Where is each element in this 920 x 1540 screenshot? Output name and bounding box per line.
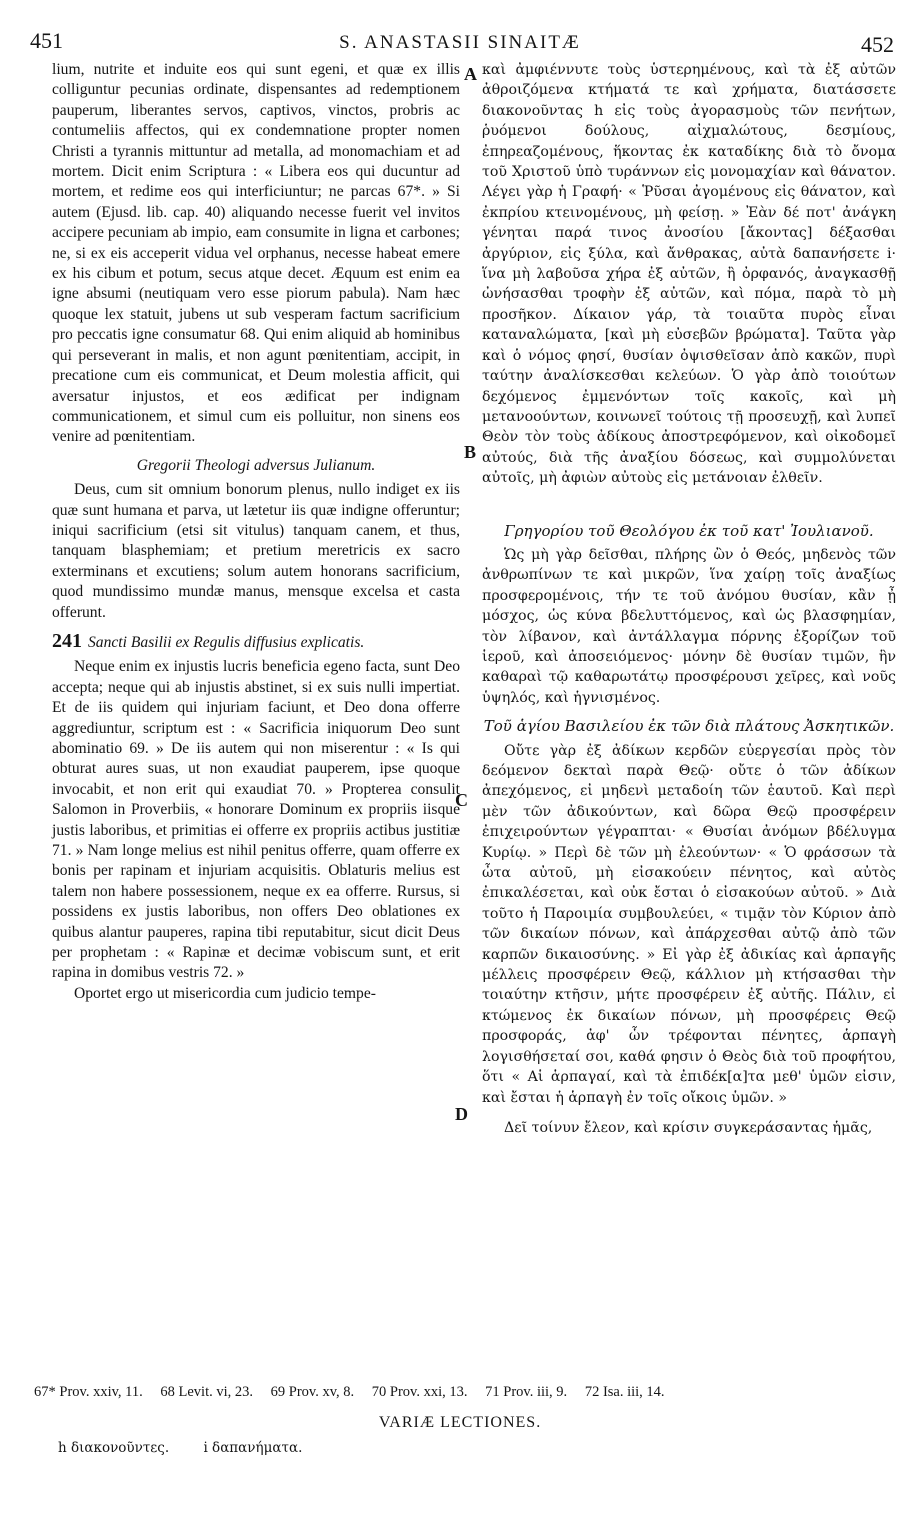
footnote: 72 Isa. iii, 14. xyxy=(584,1384,665,1400)
footnote: 71 Prov. iii, 9. xyxy=(485,1384,568,1400)
page-number-left: 451 xyxy=(30,28,63,53)
greek-paragraph: Δεῖ τοίνυν ἔλεον, καὶ κρίσιν συγκεράσαντας ἡμᾶς, xyxy=(504,1119,873,1136)
variae-lectiones xyxy=(58,1440,332,1456)
greek-paragraph: Οὔτε γὰρ ἐξ ἀδίκων κερδῶν εὐεργεσίαι πρὸς τὸν δεόμενον δεκταὶ παρὰ Θεῷ· οὔτε ὁ τῶν ἀδίκων ἀπεχόμενος, εἰ μηδενὶ μεταδοίη τῶν ἑαυτοῦ. Καὶ περὶ μὲν τῶν ἀδικούντων, καὶ δῶρα Θεῷ προσφέρειν ἐπιχειρούντων γέγραπται· « Θυσίαι ἀνόμων βδέλυγμα Κυρίῳ. » Περὶ δὲ τῶν μὴ ἐλεούντων· « Ὁ φράσσων τὰ ὦτα αὐτοῦ, μὴ εἰσακούειν πένητος, καὶ αὐτὸς ἐπικαλέσεται, καὶ οὐκ ἔσται ὁ εἰσακούων αὐτοῦ. » Διὰ τοῦτο ἡ Παροιμία συμβουλεύει, « τιμᾷν τὸν Κύριον ἀπὸ τῶν δικαίων πόνων, καὶ ἀπάρχεσθαι αὐτῷ ἀπὸ τῶν καρπῶν δικαιοσύνης. » Εἰ γὰρ ἐξ ἀδικίας καὶ ἁρπαγῆς μέλλεις προσφέρειν Θεῷ, κάλλιον μὴ κτήσασθαι τὴν τοιαύτην κτῆσιν, μήτε προσφέρειν ἐξ αὐτῆς. Πάλιν, εἰ κτώμενος ἐκ δικαίων πόνων, μὴ προσφέρεις Θεῷ προσφοράς, ἀφ' ὧν τρέφονται πένητες, ἁρπαγὴ λογισθήσεταί σοι, καθά φησιν ὁ Θεὸς διὰ τοῦ προφήτου, ὅτι « Αἱ ἁρπαγαί, καὶ τὰ ἐπιδέκ[α]τα μεθ' ὑμῶν εἰσιν, καὶ ἔσται ἡ ἁρπαγὴ ἐν τοῖς οἴκοις ὑμῶν. » xyxy=(482,742,896,1106)
variae-lectiones-title: VARIÆ LECTIONES. xyxy=(378,1414,542,1431)
greek-paragraph: καὶ ἀμφιέννυτε τοὺς ὑστερημένους, καὶ τὰ ἐξ αὐτῶν ἀθροιζόμενα κτήματά τε καὶ χρήματα, διατάσσετε διακονοῦντας h εἰς τοὺς ἀγορασμοὺς τῶν πενήτων, ῥυόμενοι δούλους, αἰχμαλώτους, δεσμίους, ἐπηρεαζομένους, ἥκοντας ἐκ καταδίκης διὰ τὸ ὄνομα τοῦ Χριστοῦ ὑπὸ τυράννων εἰς μονομαχίαν καὶ θάνατον. Λέγει γὰρ ἡ Γραφή· « Ῥῦσαι ἀγομένους εἰς θάνατον, καὶ ἐκπρίου κτεινομένους, μὴ φείσῃ. » Ἐὰν δέ ποτ' ἀνάγκη γένηται παρά τινος ἀνοσίου [ἄκοντας] δέξασθαι ἀργύριον, εἰς ξύλα, καὶ ἄνθρακας, αὐτὰ δαπανήσετε i· ἵνα μὴ λαβοῦσα χήρα ἐξ αὐτῶν, ἢ ὀρφανός, ἀναγκασθῇ ὠνήσασθαι τροφὴν ἐξ αὐτῶν, καὶ πόμα, παρὰ τὸ μὴ προσῆκον. Δίκαιον γάρ, τὰ τοιαῦτα πυρὸς εἶναι καταναλώματα, [καὶ μὴ εὐσεβῶν βρώματα]. Ταῦτα γὰρ καὶ ὁ νόμος φησί, θυσίαν ὀψισθεῖσαν ἀπὸ κακῶν, πυρὶ ταύτην ἀναλίσκεσθαι κελεύων. Ὁ γὰρ ἀπὸ τοιούτων δεχόμενος ἐμμενόντων τοῖς κακοῖς, καὶ μὴ μετανοούντων, κοινωνεῖ τούτοις τῇ προσευχῇ, καὶ λυπεῖ Θεὸν τὸν τοὺς ἀδίκους ἀποστρεφόμενον, καὶ οἰκοδομεῖ αὐτούς, διὰ τῆς ἀναξίου δόσεως, καὶ συμμολύνεται αὐτοῖς, μὴ ἀφιὼν αὐτοὺς εἰς μετάνοιαν ἐλθεῖν. xyxy=(482,62,896,487)
latin-paragraph: Deus, cum sit omnium bonorum plenus, nullo indiget ex iis quæ sunt humana et parva, ut lætetur iis quæ indigne offeruntur; iniqui sacrificium (etsi sit vitulus) tanquam canem, et thus, tanquam blasphemiam; et pretium meretricis ex sacro exterminans et excutiens; solum autem honorans sacrificium, quod mundissimo mundæ manus, mensque excelsa et casta offerunt. xyxy=(52,481,460,621)
section-heading-text: Sancti Basilii ex Regulis diffusius explicatis. xyxy=(88,633,365,651)
section-number: 241 xyxy=(52,629,82,652)
latin-section-heading xyxy=(52,631,460,653)
latin-paragraph: Oportet ergo ut misericordia cum judicio tempe- xyxy=(74,984,376,1002)
footnote: 70 Prov. xxi, 13. xyxy=(371,1384,468,1400)
running-title: S. ANASTASII SINAITÆ xyxy=(339,32,581,53)
section-marker-b: B xyxy=(464,442,477,462)
footnote: 68 Levit. vi, 23. xyxy=(160,1384,254,1400)
variant-reading: i δαπανήματα. xyxy=(203,1440,303,1456)
latin-paragraph: lium, nutrite et induite eos qui sunt egeni, et quæ ex illis colliguntur pecunias ordinate, dispensantes ad redemptionem pauperum, liberantes servos, captivos, vinctos, probris ac contumeliis affectos, qui ex condemnatione propter nomen Christi a tyrannis mittuntur ad metalla, ad monomachiam et ad mortem. Dicit enim Scriptura : « Libera eos qui ducuntur ad mortem, et redime eos qui interficiuntur; ne parcas 67*. » Si autem (Ejusd. lib. cap. 40) aliquando necesse fuerit vel invitos accipere pecuniam ab impio, eam consumite in ligna et carbones; ne, si ex eis acceperit vidua vel orphanus, necesse habeat emere ex his cibum et potum, secus atque decet. Æquum est enim ea igne absumi (neutiquam vero esse piorum pabula). Nam hæc quoque lex statuit, jubens ut sub vesperam factum sacrificium pro peccatis igne consumatur 68. Qui enim aliquid ab hominibus qui perseverant in malis, et non agunt pœnitentiam, accipit, in precatione cum eis communicat, et Deum molestia afficit, qui aversatur injustos, et eos ædificat per indignam communicationem, et simul cum eis polluitur, non sinens eos venire ad pœnitentiam. xyxy=(52,61,460,446)
section-marker-c: C xyxy=(455,790,468,810)
latin-paragraph: Neque enim ex injustis lucris beneficia egeno facta, sunt Deo accepta; neque qui ab injustis abstinet, si ex suis nulli impertiat. Et de iis quidem qui injuriam faciunt, et Deo dona offerre aggrediuntur, scriptum est : « Sacrificia iniquorum Deo sunt abominatio 69. » De iis autem qui non miserentur : « Is qui obturat aures suas, ut non exaudiat pauperem, ipse quoque invocabit, et non erit qui exaudiat 70. » Propterea consulit Salomon in Proverbiis, « honorare Dominum ex propriis iisque justis laboribus, et primitias ei offerre ex propriis actibus justitiæ 71. » Nam longe melius est nihil penitus offerre, quam offerre ex bonis per rapinam et injuriam acquisitis. Oblaturis melius est talem non habere possessionem, neque ex ea offerre. Rursus, si possidens ex justis laboribus, non offers Deo oblationes ex quibus alantur pauperes, rapina tibi reputabitur, sicut dicit Deus per prophetam : « Rapinæ et decimæ vobiscum sunt, et erit rapina in domibus vestris 72. » xyxy=(52,658,460,982)
footnotes xyxy=(34,1384,894,1401)
section-marker-d: D xyxy=(455,1104,468,1124)
latin-section-heading: Gregorii Theologi adversus Julianum. xyxy=(136,456,376,474)
variant-reading: h διακονοῦντες. xyxy=(58,1440,170,1456)
greek-column xyxy=(482,60,896,1138)
greek-section-heading: Γρηγορίου τοῦ Θεολόγου ἐκ τοῦ κατ' Ἰουλιανοῦ. xyxy=(504,521,874,540)
section-marker-a: A xyxy=(464,64,477,84)
footnote: 69 Prov. xv, 8. xyxy=(270,1384,355,1400)
greek-section-heading: Τοῦ ἁγίου Βασιλείου ἐκ τῶν διὰ πλάτους Ἀσκητικῶν. xyxy=(483,717,895,736)
greek-paragraph: Ὡς μὴ γὰρ δεῖσθαι, πλήρης ὢν ὁ Θεός, μηδενὸς τῶν ἀνθρωπίνων τε καὶ μικρῶν, ἵνα χαίρῃ τοῖς ἀναξίως προσφερομένοις, τήν τε τοῦ ἀνόμου θυσίαν, κἂν ᾖ μόσχος, ὡς κύνα βδελυττόμενος, καὶ ὡς βλασφημίαν, τὸν λίβανον, καὶ ἀντάλλαγμα πόρνης ἐξορίζων τοῦ ἱεροῦ, καὶ ἀποσειόμενος· μόνην δὲ θυσίαν τιμῶν, ἣν καθαραὶ τῷ καθαρωτάτῳ προσφέρουσι χεῖρες, καὶ νοῦς ὑψηλός, καὶ ἡγνισμένος. xyxy=(482,546,896,706)
latin-column xyxy=(52,60,460,1004)
footnote: 67* Prov. xxiv, 11. xyxy=(34,1384,143,1400)
page-number-right: 452 xyxy=(861,32,894,57)
